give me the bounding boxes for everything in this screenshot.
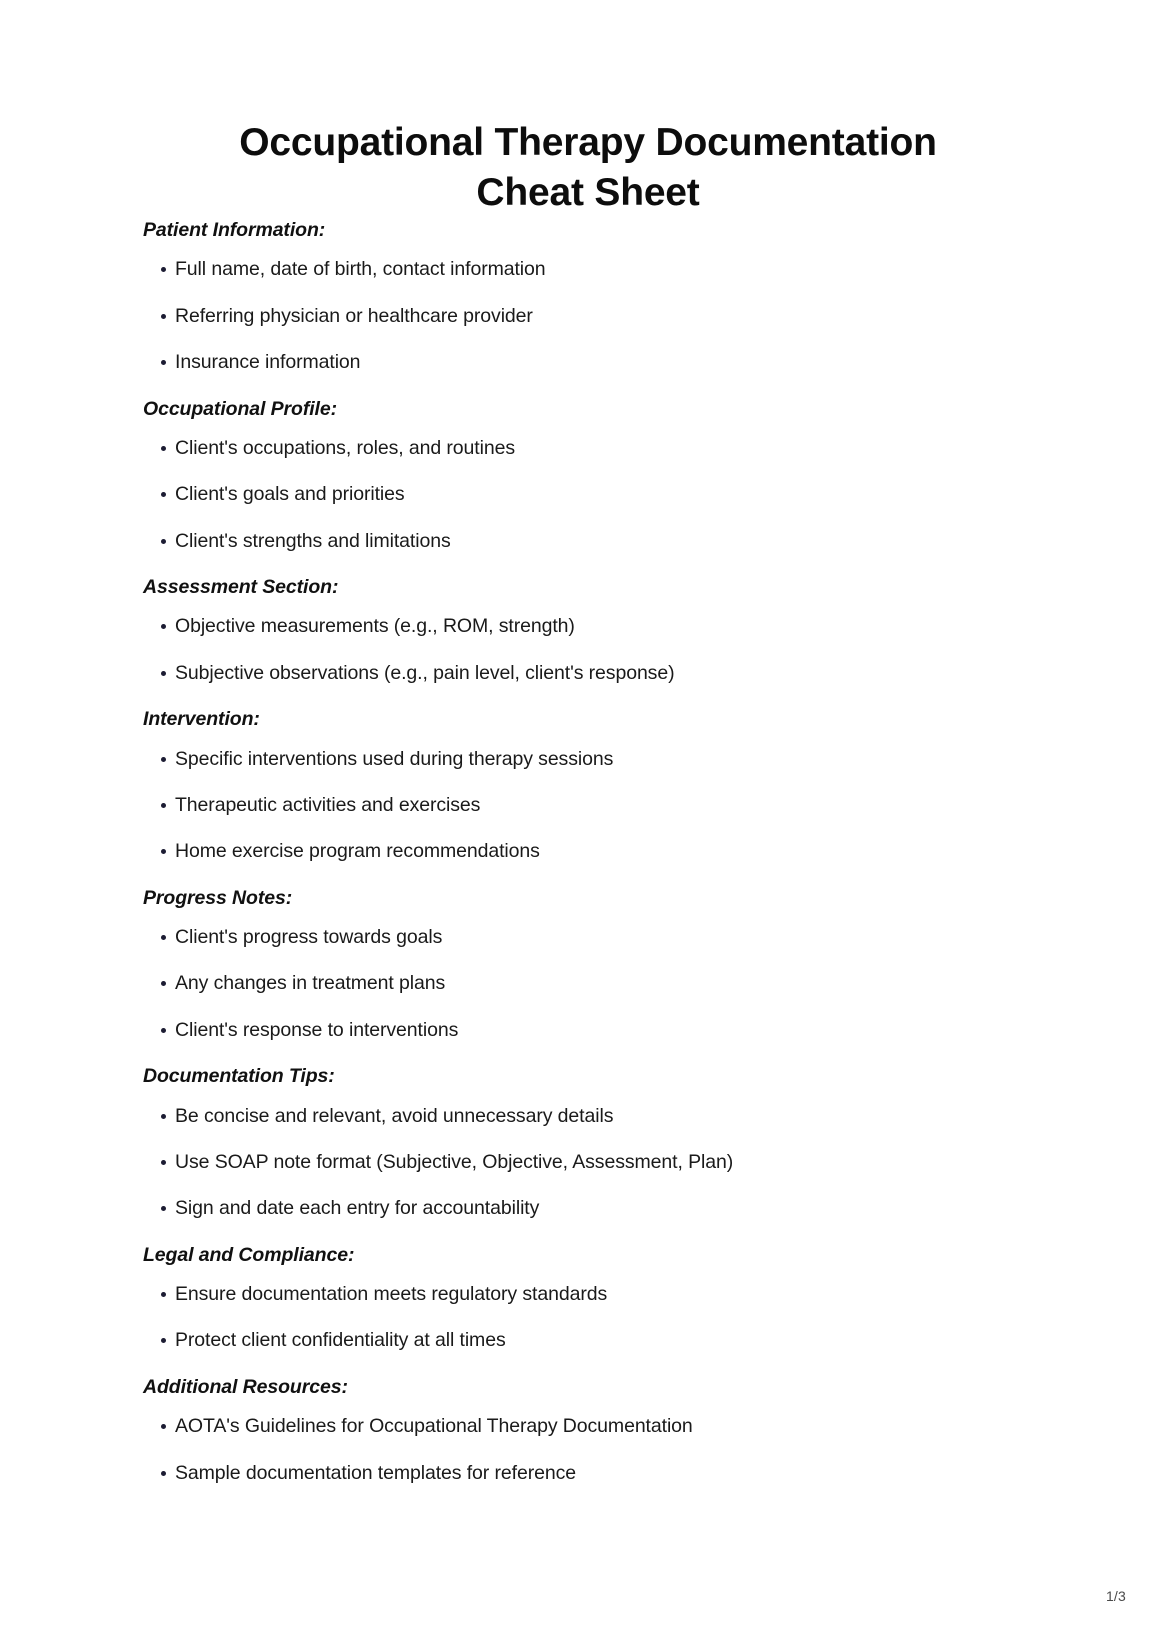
list-item xyxy=(143,1150,1043,1174)
list-item xyxy=(143,436,1043,460)
list-item-label: Home exercise program recommendations xyxy=(175,840,540,863)
section xyxy=(143,218,1043,375)
list-item-label: Insurance information xyxy=(175,351,361,374)
bullet-dot-icon xyxy=(161,803,166,808)
list-item xyxy=(143,304,1043,328)
section-heading: Patient Information: xyxy=(143,219,326,241)
bullet-dot-icon xyxy=(161,849,166,854)
bullet-dot-icon xyxy=(161,446,166,451)
bullet-list xyxy=(143,747,1043,864)
bullet-dot-icon xyxy=(161,757,166,762)
list-item xyxy=(143,1282,1043,1306)
list-item-label: Client's progress towards goals xyxy=(175,926,443,948)
bullet-list xyxy=(143,1282,1043,1353)
bullet-dot-icon xyxy=(161,1160,166,1165)
bullet-dot-icon xyxy=(161,1028,166,1033)
list-item-label: Specific interventions used during therapy sessions xyxy=(175,747,614,770)
list-item xyxy=(143,971,1043,995)
bullet-dot-icon xyxy=(161,671,166,676)
bullet-list xyxy=(143,257,1043,374)
list-item xyxy=(143,614,1043,638)
list-item xyxy=(143,257,1043,281)
bullet-list xyxy=(143,925,1043,1042)
list-item-label: Sign and date each entry for accountability xyxy=(175,1197,540,1220)
bullet-dot-icon xyxy=(161,981,166,986)
section-heading: Assessment Section: xyxy=(143,576,339,598)
list-item xyxy=(143,661,1043,685)
list-item xyxy=(143,1328,1043,1352)
section-heading: Legal and Compliance: xyxy=(143,1243,355,1266)
section xyxy=(143,397,1043,554)
bullet-list xyxy=(143,1104,1043,1221)
list-item xyxy=(143,1461,1043,1485)
bullet-dot-icon xyxy=(161,1471,166,1476)
bullet-dot-icon xyxy=(161,1338,166,1343)
section xyxy=(143,1064,1043,1221)
section xyxy=(143,575,1043,685)
list-item xyxy=(143,1414,1043,1438)
bullet-dot-icon xyxy=(161,314,166,319)
section xyxy=(143,1375,1043,1485)
list-item-label: Objective measurements (e.g., ROM, strength) xyxy=(175,615,575,638)
section-heading: Occupational Profile: xyxy=(143,397,338,420)
bullet-dot-icon xyxy=(161,539,166,544)
section-heading: Progress Notes: xyxy=(143,886,293,909)
bullet-dot-icon xyxy=(161,1292,166,1297)
section-heading: Additional Resources: xyxy=(143,1375,348,1398)
list-item-label: Referring physician or healthcare provider xyxy=(175,304,533,327)
list-item xyxy=(143,1104,1043,1128)
list-item xyxy=(143,839,1043,863)
list-item xyxy=(143,1196,1043,1220)
list-item-label: Ensure documentation meets regulatory standards xyxy=(175,1283,608,1305)
list-item xyxy=(143,793,1043,817)
list-item-label: Full name, date of birth, contact information xyxy=(175,258,546,281)
section-heading: Intervention: xyxy=(143,708,260,731)
list-item xyxy=(143,747,1043,771)
page-title xyxy=(143,118,1033,217)
page-number: 1/3 xyxy=(1105,1588,1126,1604)
section xyxy=(143,886,1043,1043)
list-item-label: AOTA's Guidelines for Occupational Therapy Documentation xyxy=(175,1415,693,1438)
bullet-list xyxy=(143,1414,1043,1485)
list-item-label: Client's goals and priorities xyxy=(175,483,405,506)
list-item-label: Use SOAP note format (Subjective, Objective, Assessment, Plan) xyxy=(175,1150,734,1173)
list-item xyxy=(143,925,1043,949)
list-item-label: Protect client confidentiality at all times xyxy=(175,1329,506,1352)
section xyxy=(143,707,1043,864)
list-item-label: Client's response to interventions xyxy=(175,1018,459,1041)
list-item-label: Therapeutic activities and exercises xyxy=(175,793,481,816)
bullet-dot-icon xyxy=(161,1114,166,1119)
document-body xyxy=(143,218,1043,1485)
page-title-line-2: Cheat Sheet xyxy=(476,170,700,214)
bullet-list xyxy=(143,436,1043,553)
section-heading: Documentation Tips: xyxy=(143,1065,335,1088)
list-item xyxy=(143,482,1043,506)
bullet-dot-icon xyxy=(161,360,166,365)
list-item xyxy=(143,350,1043,374)
page-title-line-1: Occupational Therapy Documentation xyxy=(239,121,937,165)
section xyxy=(143,1243,1043,1353)
list-item-label: Subjective observations (e.g., pain level, client's response) xyxy=(175,661,675,684)
bullet-list xyxy=(143,614,1043,685)
bullet-dot-icon xyxy=(161,1206,166,1211)
bullet-dot-icon xyxy=(161,1424,166,1429)
list-item xyxy=(143,529,1043,553)
list-item-label: Client's strengths and limitations xyxy=(175,529,451,552)
list-item-label: Any changes in treatment plans xyxy=(175,972,446,995)
bullet-dot-icon xyxy=(161,624,166,629)
list-item-label: Sample documentation templates for reference xyxy=(175,1461,576,1484)
list-item-label: Client's occupations, roles, and routines xyxy=(175,436,515,459)
bullet-dot-icon xyxy=(161,492,166,497)
list-item xyxy=(143,1018,1043,1042)
bullet-dot-icon xyxy=(161,935,166,940)
bullet-dot-icon xyxy=(161,267,166,272)
list-item-label: Be concise and relevant, avoid unnecessary details xyxy=(175,1104,614,1127)
